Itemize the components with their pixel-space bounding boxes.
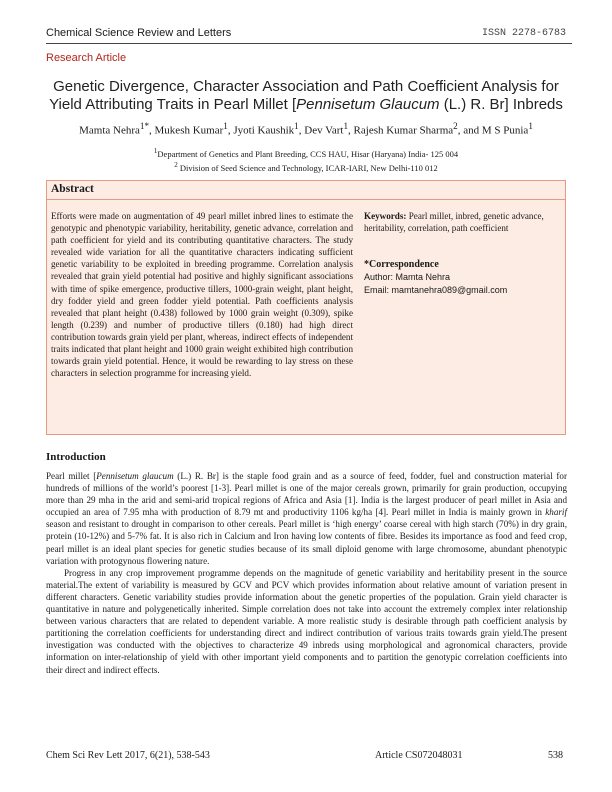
- issn: ISSN 2278-6783: [482, 28, 567, 39]
- author-name: Dev Vart: [304, 124, 344, 137]
- page-number: 538: [548, 750, 563, 761]
- author-affiliation-mark: 1: [528, 121, 533, 131]
- abstract-divider: [47, 199, 565, 200]
- affiliation-text: Department of Genetics and Plant Breeding, CCS HAU, Hisar (Haryana) India- 125 004: [157, 148, 459, 159]
- keywords: [364, 210, 550, 234]
- correspondence-heading: *Correspondence: [364, 259, 439, 270]
- affiliation-mark: 2: [174, 160, 178, 169]
- author-name: Jyoti Kaushik: [233, 124, 295, 137]
- header-divider: [46, 43, 572, 44]
- author-name: M S Punia: [481, 124, 529, 137]
- keywords-label: Keywords:: [364, 211, 407, 221]
- author-list: Mamta Nehra$^{1*}$, Mukesh Kumar$^1$, Jyoti Kaushik$^1$, Dev Vart$^1$, Rajesh Kumar Sharma$^2$, and M S Punia$^1$: [79, 121, 533, 137]
- title-species: Pennisetum Glaucum: [296, 96, 440, 113]
- paragraph: Progress in any crop improvement programme depends on the magnitude of genetic variability and heritability present in the source material.The extent of variability is measured by GCV and PCV which provides information about relative amount of variation present in different characters. Genetic variability studies provide information about the genetic properties of the population. Grain yield character is quantitative in nature and polygenetically inherited. Simple correlation does not take into account the extremely complex inter relationship between various characters that are related to dependent variable. A more realistic study is desirable through path coefficient analysis by partitioning the correlation coefficients for understanding direct and indirect contribution of various traits towards grain yield.The present investigation was conducted with the objectives to characterize 49 inbreds using morphological and agronomical characters, provide information on inter-relationship of yield with other important yield components and to partition the genotypic correlation coefficients into their direct and indirect effects.: [46, 567, 567, 675]
- author-affiliation-mark: 1: [294, 121, 299, 131]
- introduction-body: [46, 470, 567, 676]
- season-term: kharif: [545, 507, 567, 518]
- title-line-2-pre: Yield Attributing Traits in Pearl Millet [: [49, 96, 297, 113]
- journal-name: Chemical Science Review and Letters: [46, 27, 232, 39]
- author-name: Mamta Nehra: [79, 124, 140, 137]
- affiliations: [40, 146, 572, 174]
- affiliation-text: Division of Seed Science and Technology, ICAR-IARI, New Delhi-110 012: [179, 162, 438, 173]
- paragraph-text: (L.) R. Br] is the staple food grain and as a source of feed, fodder, fuel and construction material for hundreds of millions of the world’s poorest [1-3]. Pearl millet is one of the major cereals grown, primarily for grain production, occupying more than 29 mha in the arid and semi-arid tropical regions of Africa and Asia [1]. India is the largest producer of pearl millet in Asia and occupied an area of 7.95 mha with production of 8.79 mt and productivity 1106 kg/ha [4]. Pearl millet in India is mainly grown in: [46, 471, 567, 518]
- paragraph-text: Pearl millet [: [46, 471, 97, 481]
- author-affiliation-mark: 1: [343, 121, 349, 131]
- affiliation-mark: 1: [153, 147, 158, 155]
- footer-citation: Chem Sci Rev Lett 2017, 6(21), 538-543: [46, 750, 210, 761]
- correspondence-author: Author: Mamta Nehra: [364, 272, 451, 282]
- author-affiliation-mark: 1*: [139, 121, 150, 131]
- article-type: Research Article: [46, 52, 127, 64]
- footer-article-id: Article CS072048031: [375, 750, 463, 761]
- paragraph-text: season and resistant to drought in comparison to other cereals. Pearl millet is ‘high energy’ coarse cereal with high starch (70%) in dry grain, protein (10-12%) and 5-7% fat. It is also rich in Calcium and Iron having low contents of fibre. Besides its importance as food and feed crop, pearl millet is an ideal plant species for genetic studies because of its small diploid genome with large chromosome, abundant phenotypic variation with protogynous flowering nature.: [46, 519, 567, 566]
- author-name: Rajesh Kumar Sharma: [353, 124, 454, 137]
- author-name: Mukesh Kumar: [154, 124, 224, 137]
- title-line-1: Genetic Divergence, Character Association and Path Coefficient Analysis for: [53, 78, 559, 95]
- abstract-text: Efforts were made on augmentation of 49 pearl millet inbred lines to estimate the genotypic and phenotypic variability, heritability, genetic advance, correlation and path coefficient for yield and its contributing quantitative characters. The study revealed wide variation for all the quantitative characters indicating sufficient genetic variability to be exploited in breeding programme. Correlation analysis revealed that grain yield potential had positive and highly significant associations with time of spike emergence, productive tillers, 1000-grain weight, plant height, dry fodder yield and green fodder yield potential. Path coefficients analysis revealed that plant height (0.438) followed by 1000 grain weight (0.309), spike length (0.239) and number of productive tillers (0.180) had high direct contribution towards grain yield per plant, whereas, indirect effects of independent traits indicated that plant height and 1000 grain weight exhibited high contribution towards grain yield potential. Hence, it would be rewarding to lay stress on these characters in selection programme for increasing yield.: [51, 211, 353, 379]
- author-affiliation-mark: 2: [453, 121, 458, 131]
- keywords-list: Pearl millet, inbred, genetic advance, heritability, correlation, path coefficient: [364, 211, 544, 233]
- article-title: [40, 78, 572, 114]
- introduction-heading: Introduction: [46, 451, 106, 463]
- paragraph: [46, 470, 567, 567]
- correspondence-email[interactable]: Email: mamtanehra089@gmail.com: [364, 285, 508, 295]
- title-line-2-post: (L.) R. Br] Inbreds: [439, 96, 563, 113]
- species-name: Pennisetum glaucum: [96, 471, 174, 481]
- author-affiliation-mark: 1: [223, 121, 228, 131]
- abstract-heading: Abstract: [51, 183, 94, 195]
